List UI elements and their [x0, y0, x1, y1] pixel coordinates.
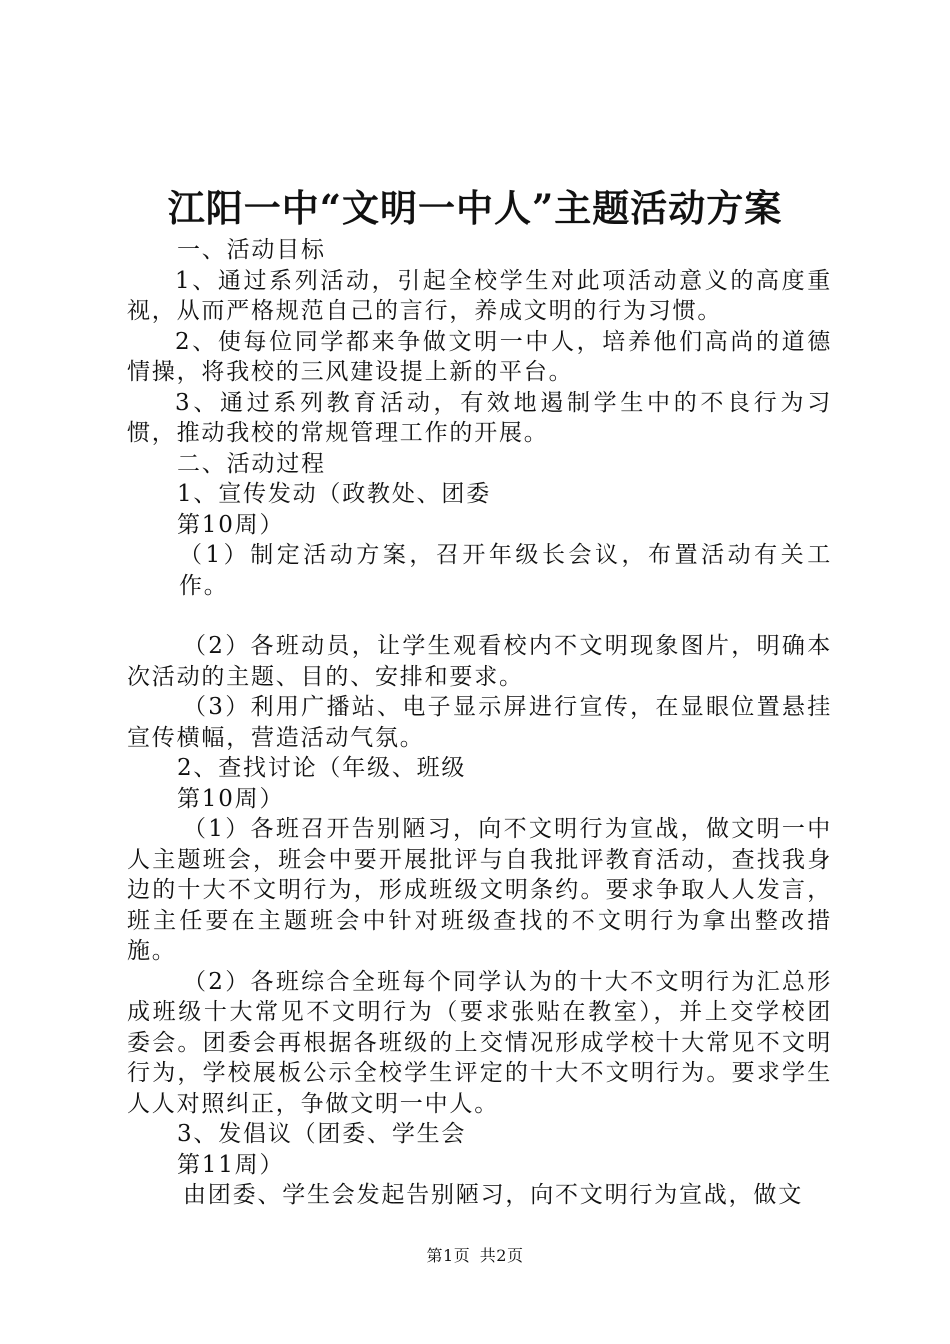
paragraph: （2）各班动员，让学生观看校内不文明现象图片，明确本次活动的主题、目的、安排和要求。: [127, 633, 832, 690]
document-title: 江阳一中“文明一中人”主题活动方案: [167, 186, 783, 230]
subsection-week: 第10周）: [177, 785, 285, 812]
page-footer: [0, 1243, 950, 1266]
paragraph: 3、通过系列教育活动，有效地遏制学生中的不良行为习惯，推动我校的常规管理工作的开展。: [127, 389, 832, 446]
subsection-heading: 1、宣传发动（政教处、团委: [177, 481, 492, 507]
paragraph: 1、通过系列活动，引起全校学生对此项活动意义的高度重视，从而严格规范自己的言行，养成文明的行为习惯。: [127, 267, 832, 324]
subsection-week: 第11周）: [177, 1151, 285, 1178]
paragraph: （2）各班综合全班每个同学认为的十大不文明行为汇总形成班级十大常见不文明行为（要求张贴在教室），并上交学校团委会。团委会再根据各班级的上交情况形成学校十大常见不文明行为，学校展板公示全校学生评定的十大不文明行为。要求学生人人对照纠正，争做文明一中人。: [127, 968, 832, 1117]
paragraph: 2、使每位同学都来争做文明一中人，培养他们高尚的道德情操，将我校的三风建设提上新的平台。: [127, 328, 832, 385]
page-number: 第1页: [426, 1246, 471, 1265]
section-heading: 一、活动目标: [177, 237, 326, 263]
paragraph: （1）制定活动方案，召开年级长会议，布置活动有关工作。: [179, 542, 832, 599]
paragraph: （3）利用广播站、电子显示屏进行宣传，在显眼位置悬挂宣传横幅，营造活动气氛。: [127, 694, 832, 751]
section-heading: 二、活动过程: [177, 450, 326, 477]
paragraph: （1）各班召开告别陋习，向不文明行为宣战，做文明一中人主题班会，班会中要开展批评与自我批评教育活动，查找我身边的十大不文明行为，形成班级文明条约。要求争取人人发言，班主任要在主题班会中针对班级查找的不文明行为拿出整改措施。: [127, 816, 832, 964]
subsection-heading: 2、查找讨论（年级、班级: [177, 755, 467, 781]
subsection-heading: 3、发倡议（团委、学生会: [177, 1121, 467, 1147]
page-total: 共2页: [479, 1246, 524, 1265]
subsection-week: 第10周）: [177, 511, 285, 538]
document-body: [127, 235, 832, 1211]
paragraph: 由团委、学生会发起告别陋习，向不文明行为宣战，做文: [183, 1182, 803, 1208]
